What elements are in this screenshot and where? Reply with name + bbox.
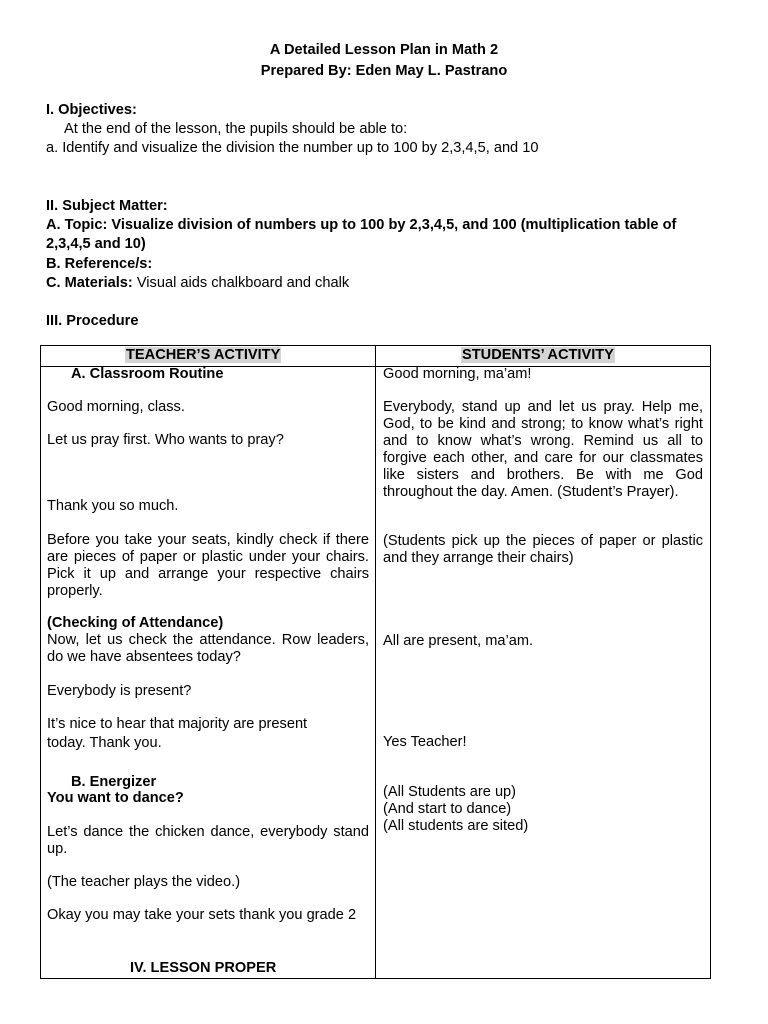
- teacher-nice-line-2: today. Thank you.: [47, 735, 162, 751]
- topic-line-2: 2,3,4,5 and 10): [46, 236, 146, 252]
- objectives-intro: At the end of the lesson, the pupils should be able to:: [64, 121, 408, 137]
- topic-line-1: A. Topic: Visualize division of numbers up to 100 by 2,3,4,5, and 100 (multiplication table of: [46, 217, 677, 233]
- procedure-heading: III. Procedure: [46, 313, 139, 329]
- teacher-video: (The teacher plays the video.): [47, 874, 241, 890]
- materials-line: [46, 275, 349, 292]
- reference-label: B. Reference/s:: [46, 256, 153, 272]
- teacher-thanks: Thank you so much.: [47, 498, 179, 514]
- teacher-seats-instruction: Before you take your seats, kindly check if there are pieces of paper or plastic under your chairs. Pick it up and arrange your respective chairs properly.: [47, 532, 369, 599]
- objectives-heading: I. Objectives:: [46, 102, 137, 118]
- materials-value: Visual aids chalkboard and chalk: [132, 275, 350, 291]
- students-activity-header: STUDENTS’ ACTIVITY: [462, 347, 614, 363]
- students-prayer: Everybody, stand up and let us pray. Help me, God, to be kind and strong; to know what’s right and to know what’s wrong. Remind us all to forgive each other, and care for our classmates like sisters and brothers. Be with me God throughout the day. Amen. (Student’s Prayer).: [383, 399, 703, 500]
- students-present: All are present, ma’am.: [383, 633, 534, 649]
- teacher-nice-line-1: It’s nice to hear that majority are present: [47, 716, 308, 732]
- students-yes: Yes Teacher!: [383, 734, 467, 750]
- students-greeting: Good morning, ma’am!: [383, 366, 532, 382]
- teacher-present-question: Everybody is present?: [47, 683, 192, 699]
- teacher-prayer-request: Let us pray first. Who wants to pray?: [47, 432, 284, 448]
- lesson-proper-heading: IV. LESSON PROPER: [130, 960, 277, 976]
- teacher-activity-header: TEACHER’S ACTIVITY: [126, 347, 281, 363]
- section-energizer: B. Energizer: [71, 774, 157, 790]
- teacher-attendance: Now, let us check the attendance. Row leaders, do we have absentees today?: [47, 632, 369, 665]
- document-title: A Detailed Lesson Plan in Math 2: [269, 42, 499, 58]
- subject-matter-heading: II. Subject Matter:: [46, 198, 168, 214]
- attendance-heading: (Checking of Attendance): [47, 615, 224, 631]
- students-pick-up: (Students pick up the pieces of paper or plastic and they arrange their chairs): [383, 533, 703, 566]
- objective-item-a: a. Identify and visualize the division the number up to 100 by 2,3,4,5, and 10: [46, 140, 539, 156]
- students-start-dance: (And start to dance): [383, 801, 512, 817]
- column-divider: [375, 346, 376, 978]
- teacher-dance-question: You want to dance?: [47, 790, 184, 806]
- teacher-greeting: Good morning, class.: [47, 399, 185, 415]
- students-up: (All Students are up): [383, 784, 517, 800]
- procedure-table: [40, 345, 711, 979]
- prepared-by: Prepared By: Eden May L. Pastrano: [260, 63, 508, 79]
- students-sited: (All students are sited): [383, 818, 529, 834]
- teacher-dance-instruction: Let’s dance the chicken dance, everybody stand up.: [47, 824, 369, 857]
- materials-label: C. Materials:: [46, 275, 133, 291]
- teacher-sit-instruction: Okay you may take your sets thank you grade 2: [47, 907, 357, 923]
- section-classroom-routine: A. Classroom Routine: [71, 366, 224, 382]
